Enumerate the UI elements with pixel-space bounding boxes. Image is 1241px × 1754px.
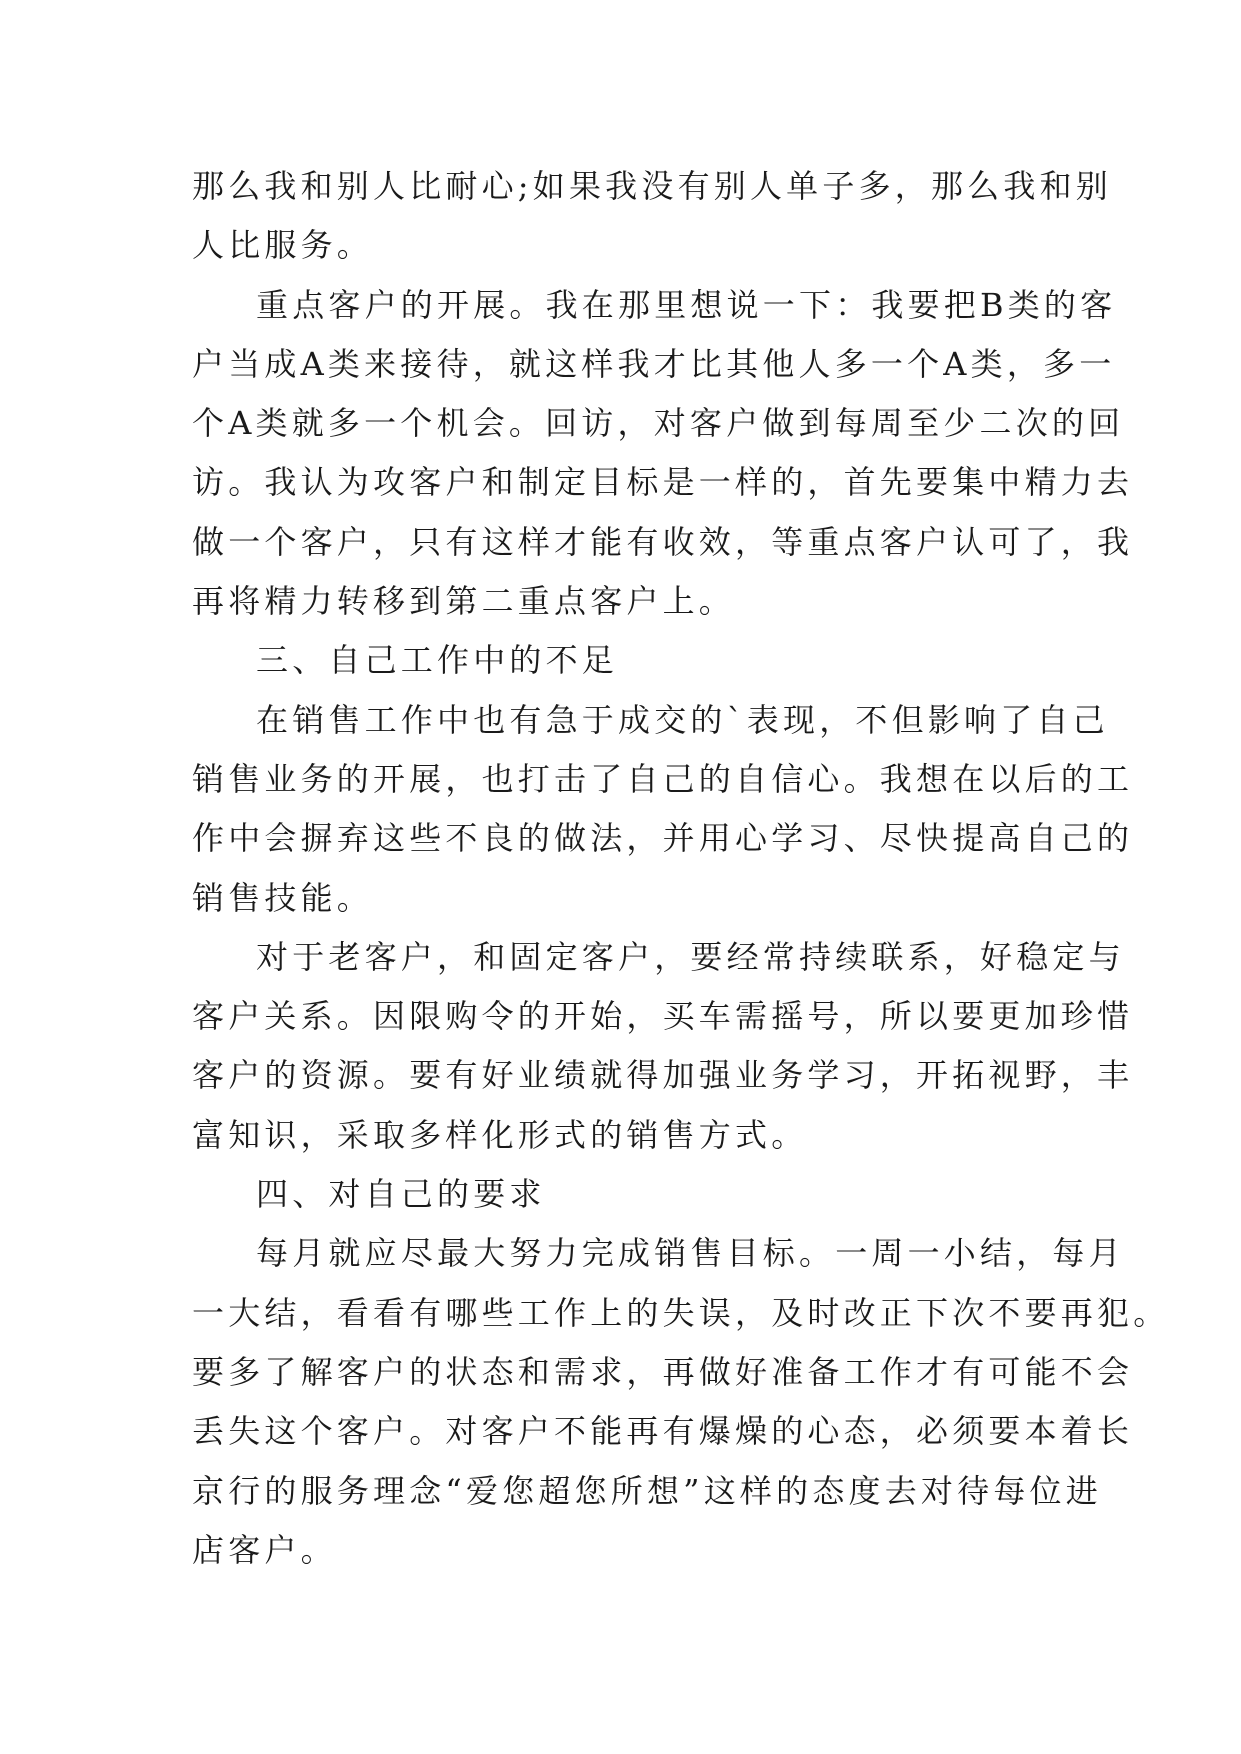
text-line: 那么我和别人比耐心;如果我没有别人单子多，那么我和别	[192, 167, 1112, 205]
paragraph-start-line: 对于老客户，和固定客户，要经常持续联系，好稳定与	[256, 937, 1125, 976]
paragraph-start-line: 在销售工作中也有急于成交的`表现，不但影响了自己	[256, 700, 1109, 739]
text-line: 销售技能。	[192, 878, 374, 917]
text-line: 一大结，看看有哪些工作上的失误，及时改正下次不要再犯。	[192, 1293, 1170, 1332]
text-line: 再将精力转移到第二重点客户上。	[192, 582, 736, 621]
text-line: 富知识，采取多样化形式的销售方式。	[192, 1115, 808, 1154]
text-line: 作中会摒弃这些不良的做法，并用心学习、尽快提高自己的	[192, 819, 1134, 858]
text-line: 个A类就多一个机会。回访，对客户做到每周至少二次的回	[192, 404, 1125, 443]
text-line: 户当成A类来接待，就这样我才比其他人多一个A类，多一	[192, 344, 1116, 383]
text-line: 客户关系。因限购令的开始，买车需摇号，所以要更加珍惜	[192, 997, 1134, 1036]
paragraph-start-line: 每月就应尽最大努力完成销售目标。一周一小结，每月	[256, 1234, 1125, 1273]
paragraph-start-line: 重点客户的开展。我在那里想说一下：我要把B类的客	[256, 285, 1117, 324]
text-line: 店客户。	[192, 1530, 337, 1569]
text-line: 要多了解客户的状态和需求，再做好准备工作才有可能不会	[192, 1352, 1134, 1391]
text-line: 京行的服务理念“爱您超您所想”这样的态度去对待每位进	[192, 1471, 1102, 1510]
text-line: 客户的资源。要有好业绩就得加强业务学习，开拓视野，丰	[192, 1056, 1134, 1095]
text-line: 访。我认为攻客户和制定目标是一样的，首先要集中精力去	[192, 463, 1134, 502]
section-heading: 三、自己工作中的不足	[256, 641, 619, 680]
text-line: 做一个客户，只有这样才能有收效，等重点客户认可了，我	[192, 522, 1134, 561]
text-line: 销售业务的开展，也打击了自己的自信心。我想在以后的工	[192, 759, 1134, 798]
document-body	[192, 157, 1170, 1580]
section-heading: 四、对自己的要求	[256, 1175, 546, 1214]
text-line: 丢失这个客户。对客户不能再有爆燥的心态，必须要本着长	[192, 1412, 1134, 1451]
text-line: 人比服务。	[192, 226, 374, 265]
